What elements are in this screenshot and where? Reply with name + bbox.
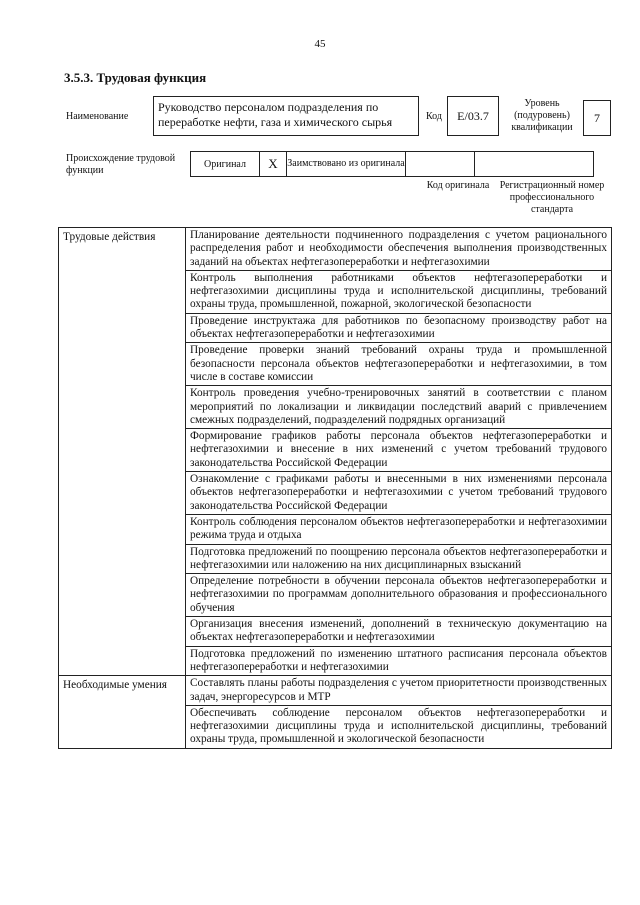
labor-actions-item: Планирование деятельности подчиненного подразделения с учетом рационального распределения работ и необходимости обеспечения выполнения производственных заданий на объектах нефтегазопереработки и нефтегазохимии: [186, 228, 612, 271]
origin-label: Происхождение трудовой функции: [66, 153, 176, 176]
labor-actions-item: Контроль соблюдения персоналом объектов нефтегазопереработки и нефтегазохимии режима труда и отдыха: [186, 514, 612, 544]
labor-actions-item: Проведение проверки знаний требований охраны труда и промышленной безопасности персонала объектов нефтегазопереработки и нефтегазохимии, в том числе в составе комиссии: [186, 343, 612, 386]
registration-number-caption: Регистрационный номер профессионального стандарта: [499, 180, 605, 215]
labor-actions-item: Организация внесения изменений, дополнений в техническую документацию на объектах нефтегазопереработки и нефтегазохимии: [186, 617, 612, 647]
section-title: 3.5.3. Трудовая функция: [64, 70, 207, 85]
labor-actions-item: Контроль выполнения работниками объектов нефтегазопереработки и нефтегазохимии дисциплины труда и исполнительской дисциплины, требований охраны труда, промышленной, пожарной, экологической безопасности: [186, 270, 612, 313]
page-number: 45: [314, 38, 326, 50]
labor-actions-item: Определение потребности в обучении персонала объектов нефтегазопереработки и нефтегазохимии по программам дополнительного образования и профессионального обучения: [186, 574, 612, 617]
table-row: [59, 676, 612, 706]
origin-row: [191, 151, 594, 177]
original-cell: Оригинал: [190, 151, 260, 177]
table-row: [59, 228, 612, 271]
borrowed-cell: Заимствовано из оригинала: [286, 151, 406, 177]
function-table: [58, 227, 612, 749]
registration-number-cell: [474, 151, 594, 177]
labor-actions-item: Подготовка предложений по изменению штатного расписания персонала объектов нефтегазопереработки и нефтегазохимии: [186, 646, 612, 676]
qualification-level-label: Уровень (подуровень) квалификации: [511, 98, 573, 133]
function-name-field: Руководство персоналом подразделения по переработке нефти, газа и химического сырья: [153, 96, 419, 136]
original-code-caption: Код оригинала: [426, 180, 490, 191]
name-label: Наименование: [66, 111, 129, 122]
labor-actions-item: Контроль проведения учебно-тренировочных занятий в соответствии с планом мероприятий по локализации и ликвидации последствий аварий с привлечением смежных подразделений, подразделений подрядных организаций: [186, 386, 612, 429]
labor-actions-item: Ознакомление с графиками работы и внесенными в них изменениями персонала объектов нефтегазопереработки и нефтегазохимии с учетом требований трудового законодательства Российской Федерации: [186, 472, 612, 515]
labor-actions-item: Проведение инструктажа для работников по безопасному производству работ на объектах нефтегазопереработки и нефтегазохимии: [186, 313, 612, 343]
labor-actions-item: Подготовка предложений по поощрению персонала объектов нефтегазопереработки и нефтегазохимии или наложению на них дисциплинарных взысканий: [186, 544, 612, 574]
required-skills-item: Составлять планы работы подразделения с учетом приоритетности производственных задач, энергоресурсов и МТР: [186, 676, 612, 706]
required-skills-item: Обеспечивать соблюдение персоналом объектов нефтегазопереработки и нефтегазохимии дисциплины труда и исполнительской дисциплины, требований охраны труда, промышленной и экологической безопасности: [186, 705, 612, 748]
code-label: Код: [426, 111, 442, 122]
labor-actions-label: Трудовые действия: [59, 228, 186, 676]
qualification-level-field: 7: [583, 100, 611, 136]
required-skills-label: Необходимые умения: [59, 676, 186, 748]
code-field: Е/03.7: [447, 96, 499, 136]
original-mark: X: [259, 151, 287, 177]
original-code-cell: [405, 151, 475, 177]
labor-actions-item: Формирование графиков работы персонала объектов нефтегазопереработки и нефтегазохимии и внесение в них изменений с учетом требований трудового законодательства Российской Федерации: [186, 429, 612, 472]
